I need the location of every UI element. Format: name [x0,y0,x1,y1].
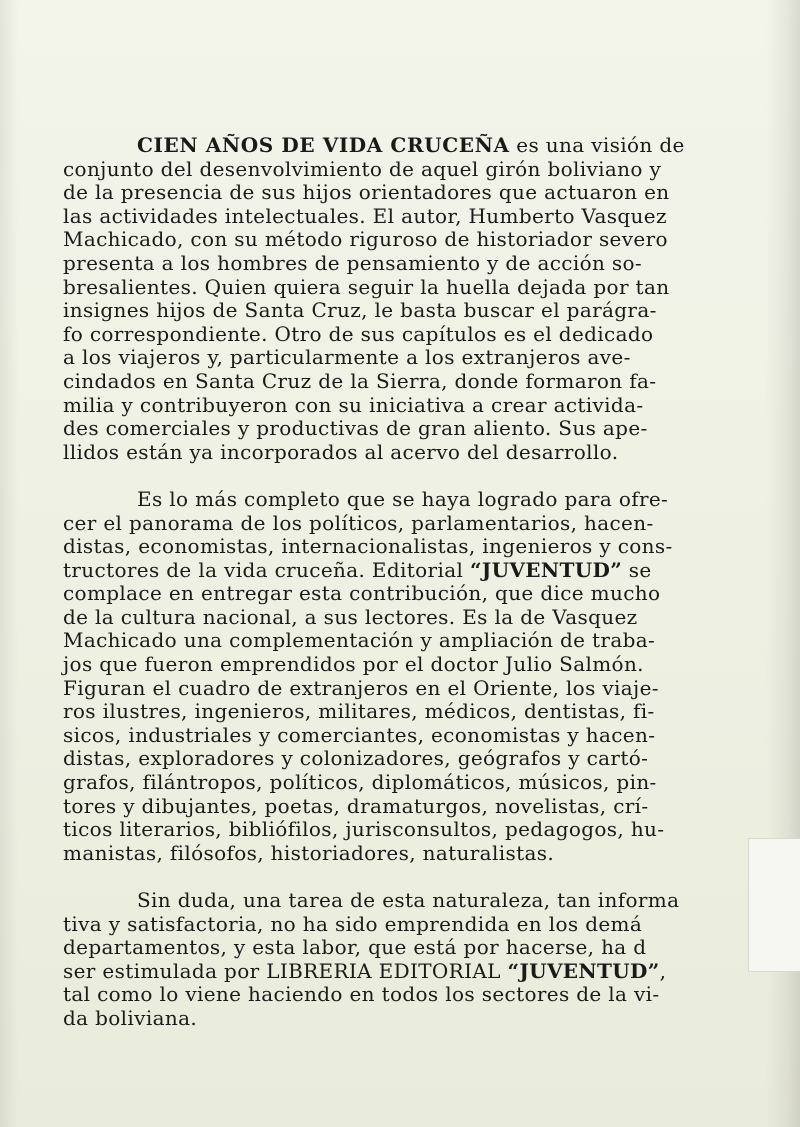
paragraph-1-text: es una visión de conjunto del desenvolvimiento de aquel girón boliviano y de la presencia de sus hijos orientadores que actuaron en las actividades intelectuales. El autor, Humberto Vasquez Machicado, con su método riguroso de historiador severo presenta a los hombres de pensamiento y de acción so- bresalientes. Quien quiera seguir la huella dejada por tan insignes hijos de Santa Cruz, le basta buscar el parágra- fo correspondiente. Otro de sus capítulos es el dedicado a los viajeros y, particularmente a los extranjeros ave- cindados en Santa Cruz de la Sierra, donde formaron fa- milia y contribuyeron con su iniciativa a crear activida- des comerciales y productivas de gran aliento. Sus ape- llidos están ya incorporados al acervo del desarrollo. [63,133,685,464]
publisher-name-2: “JUVENTUD” [507,958,660,983]
paragraph-2-text-a: Es lo más completo que se haya logrado para ofre- cer el panorama de los políticos, parlamentarios, hacen- distas, economistas, internacionalistas, ingenieros y cons- tructores de la vida cruceña. Editorial [63,486,673,582]
scan-shadow-left [0,0,18,1127]
paragraph-1 [63,134,763,464]
price-sticker-remnant [748,838,800,972]
paragraph-3-text-b: , tal como lo viene haciendo en todos los sectores de la vi- da boliviana. [63,958,667,1030]
paragraph-2 [63,488,763,866]
paragraph-3-text-a: Sin duda, una tarea de esta naturaleza, tan informa tiva y satisfactoria, no ha sido emprendida en los demá departamentos, y esta labor, que está por hacerse, ha d ser estimulada por LIBRERIA EDITORIAL [63,888,680,983]
paragraph-2-text-b: se complace en entregar esta contribución, que dice mucho de la cultura nacional, a sus lectores. Es la de Vasquez Machicado una complementación y ampliación de traba- jos que fueron emprendidos por el doctor Julio Salmón. Figuran el cuadro de extranjeros en el Oriente, los viaje- ros ilustres, ingenieros, militares, médicos, dentistas, fi- sicos, industriales y comerciantes, economistas y hacen- distas, exploradores y colonizadores, geógrafos y cartó- grafos, filántropos, políticos, diplomáticos, músicos, pin- tores y dibujantes, poetas, dramaturgos, novelistas, crí- ticos literarios, bibliófilos, jurisconsultos, pedagogos, hu- manistas, filósofos, historiadores, naturalistas. [63,557,665,865]
book-title: CIEN AÑOS DE VIDA CRUCEÑA [137,133,510,157]
blurb-text [63,134,763,1031]
paragraph-3 [63,889,763,1031]
publisher-name: “JUVENTUD” [469,557,623,582]
